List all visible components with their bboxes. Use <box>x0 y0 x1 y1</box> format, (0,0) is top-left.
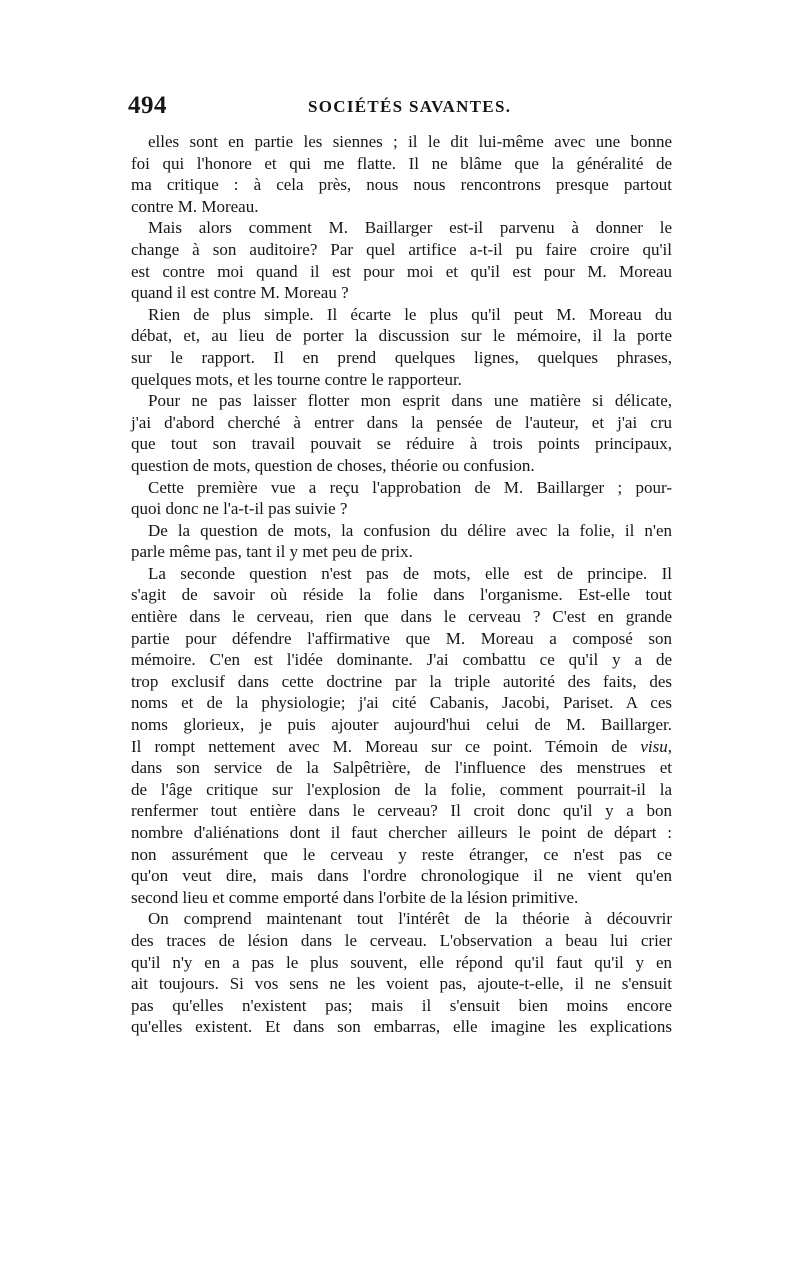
running-head <box>128 92 672 122</box>
running-title: SOCIÉTÉS SAVANTES. <box>308 97 512 116</box>
text-line: elles sont en partie les siennes ; il le dit lui-même avec une bonne <box>148 132 672 151</box>
text-line: mémoire. C'en est l'idée dominante. J'ai combattu ce qu'il y a de <box>131 650 672 670</box>
text-line: Pour ne pas laisser flotter mon esprit dans une matière si délicate, <box>148 391 672 411</box>
text-line: de l'âge critique sur l'explosion de la folie, comment pourrait-il la <box>131 779 672 799</box>
text-line: débat, et, au lieu de porter la discussion sur le mémoire, il la porte <box>131 326 672 346</box>
text-line: Cette première vue a reçu l'approbation de M. Baillarger ; pour- <box>148 477 672 497</box>
text-line: qu'on veut dire, mais dans l'ordre chronologique il ne vient qu'en <box>131 866 672 886</box>
text-line: ait toujours. Si vos sens ne les voient pas, ajoute-t-elle, il ne s'ensuit <box>131 974 672 994</box>
text-line: pas qu'elles n'existent pas; mais il s'ensuit bien moins encore <box>131 995 672 1015</box>
paragraph <box>131 304 672 390</box>
text-line: De la question de mots, la confusion du délire avec la folie, il n'en <box>148 520 672 540</box>
text-line: La seconde question n'est pas de mots, elle est de principe. Il <box>148 563 672 583</box>
text-line: change à son auditoire? Par quel artifice a-t-il pu faire croire qu'il <box>131 239 672 259</box>
text-line: ma critique : à cela près, nous nous rencontrons presque partout <box>131 175 672 195</box>
text-line: noms glorieux, je puis ajouter aujourd'hui celui de M. Baillarger. <box>131 715 672 735</box>
text-line: entière dans le cerveau, rien que dans le cerveau ? C'est en grande <box>131 607 672 627</box>
text-line: j'ai d'abord cherché à entrer dans la pensée de l'auteur, et j'ai cru <box>131 412 672 432</box>
text-line: Mais alors comment M. Baillarger est-il parvenu à donner le <box>148 218 672 238</box>
text-line: quand il est contre M. Moreau ? <box>131 283 349 303</box>
text-line: question de mots, question de choses, théorie ou confusion. <box>131 455 535 475</box>
page-number: 494 <box>128 92 167 119</box>
text-line: contre M. Moreau. <box>131 196 259 216</box>
text-line: nombre d'aliénations dont il faut chercher ailleurs le point de départ : <box>131 823 672 842</box>
text-line: que tout son travail pouvait se réduire à trois points principaux, <box>131 434 672 454</box>
paragraph <box>131 131 672 217</box>
text-line: renfermer tout entière dans le cerveau? Il croit donc qu'il y a bon <box>131 801 672 821</box>
text-line: quelques mots, et les tourne contre le rapporteur. <box>131 369 462 389</box>
text-line: qu'elles existent. Et dans son embarras, elle imagine les explications <box>131 1017 672 1037</box>
paragraph <box>131 390 672 476</box>
body-text <box>131 131 672 1038</box>
paragraph <box>131 908 672 1038</box>
text-line: partie pour défendre l'affirmative que M. Moreau a composé son <box>131 628 672 648</box>
text-line: est contre moi quand il est pour moi et qu'il est pour M. Moreau <box>131 261 672 281</box>
text-line: parle même pas, tant il y met peu de prix. <box>131 542 413 562</box>
text-line: Il rompt nettement avec M. Moreau sur ce point. Témoin de visu, <box>131 736 672 756</box>
paragraph <box>131 520 672 563</box>
text-line: des traces de lésion dans le cerveau. L'observation a beau lui crier <box>131 930 672 950</box>
text-line: dans son service de la Salpêtrière, de l'influence des menstrues et <box>131 758 672 778</box>
text-line: qu'il n'y en a pas le plus souvent, elle répond qu'il faut qu'il y en <box>131 952 672 972</box>
paragraph <box>131 217 672 303</box>
paragraph <box>131 563 672 909</box>
text-line: trop exclusif dans cette doctrine par la triple autorité des faits, des <box>131 671 672 691</box>
text-line: quoi donc ne l'a-t-il pas suivie ? <box>131 499 348 519</box>
text-line: noms et de la physiologie; j'ai cité Cabanis, Jacobi, Pariset. A ces <box>131 693 672 713</box>
text-line: On comprend maintenant tout l'intérêt de la théorie à découvrir <box>148 909 672 929</box>
text-line: Rien de plus simple. Il écarte le plus qu'il peut M. Moreau du <box>148 304 672 324</box>
text-line: foi qui l'honore et qui me flatte. Il ne blâme que la généralité de <box>131 153 672 173</box>
paragraph <box>131 477 672 520</box>
text-line: non assurément que le cerveau y reste étranger, ce n'est pas ce <box>131 844 672 864</box>
text-line: s'agit de savoir où réside la folie dans l'organisme. Est-elle tout <box>131 585 672 605</box>
text-line: sur le rapport. Il en prend quelques lignes, quelques phrases, <box>131 347 672 367</box>
text-line: second lieu et comme emporté dans l'orbite de la lésion primitive. <box>131 887 579 907</box>
